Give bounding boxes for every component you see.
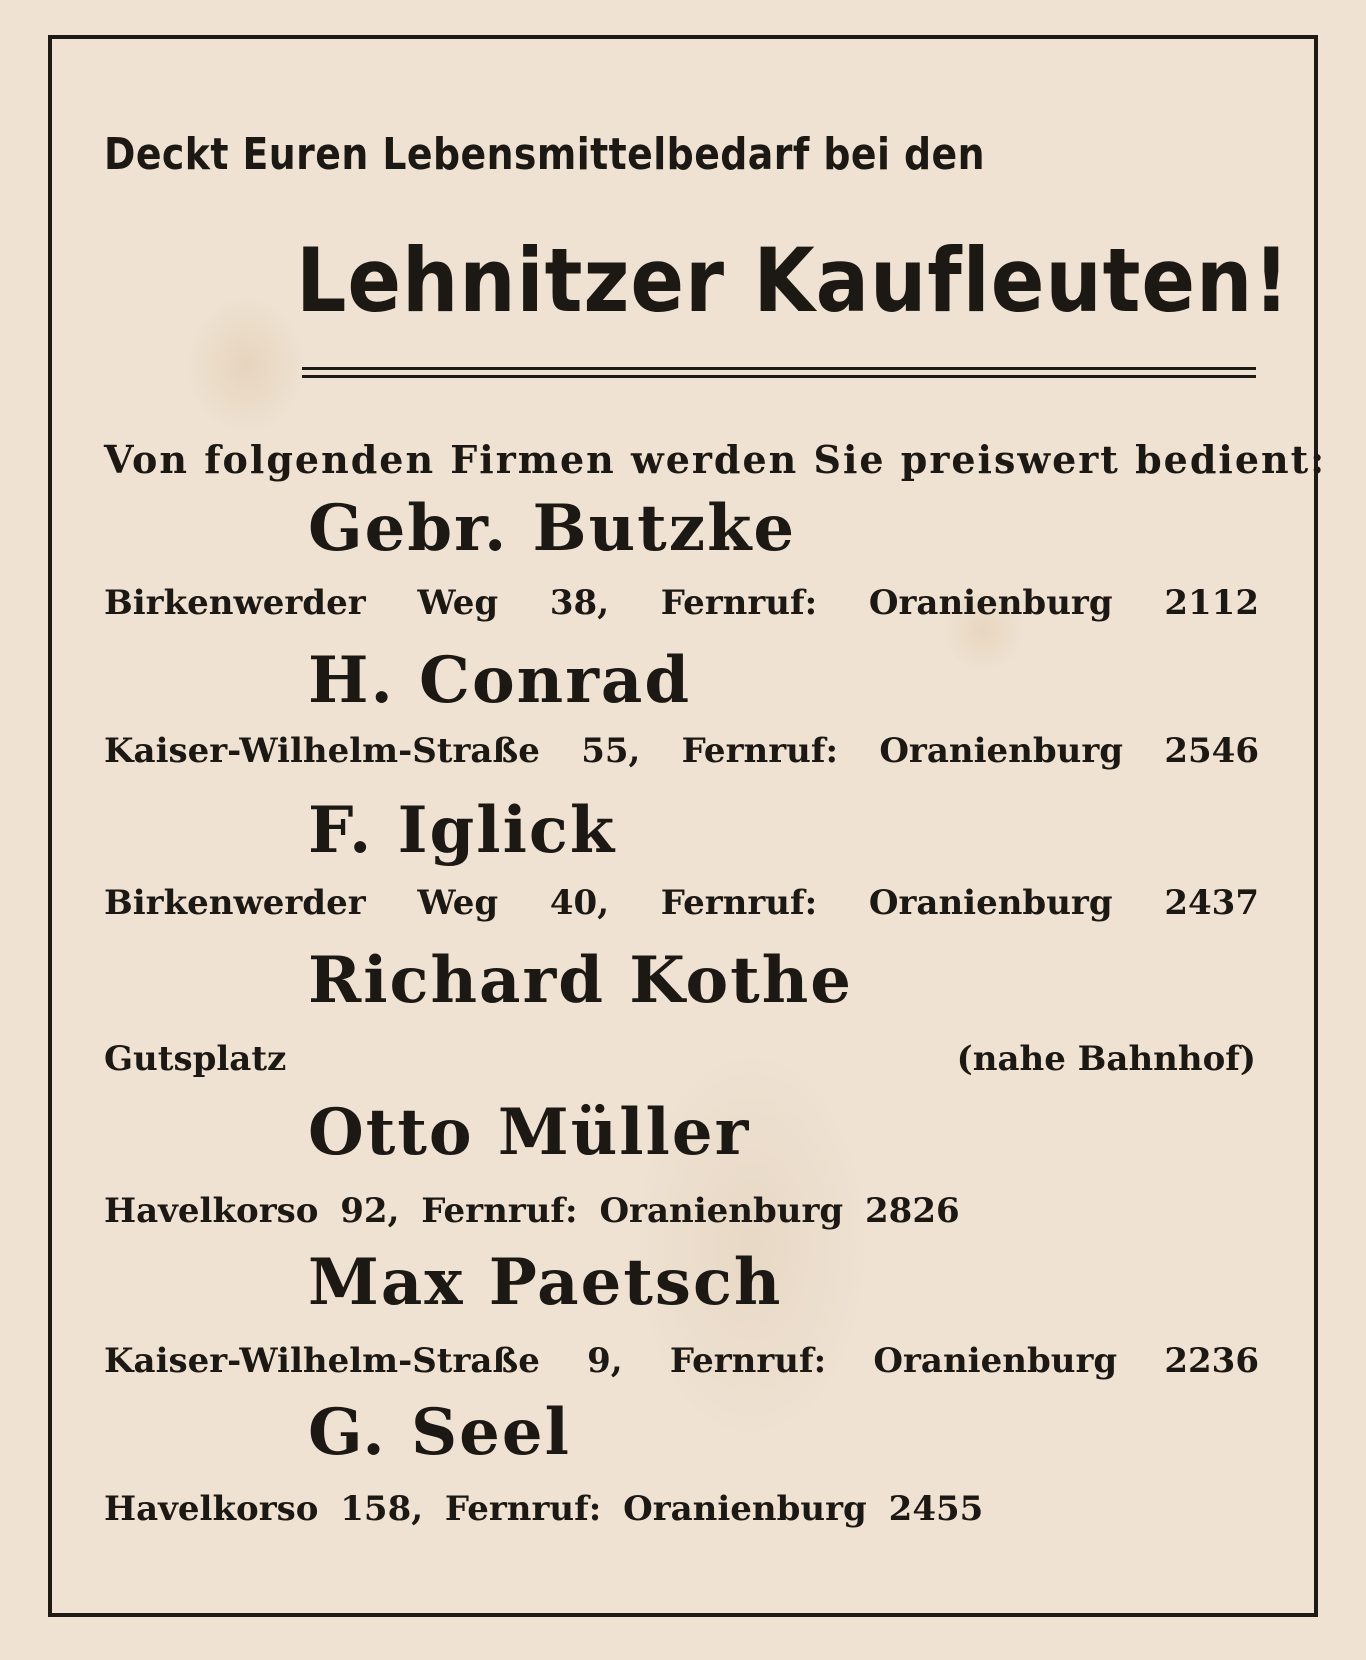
double-rule-bottom (302, 375, 1256, 378)
firm-name-iglick: F. Iglick (308, 793, 617, 868)
intro-line: Von folgenden Firmen werden Sie preiswert bedient: (104, 437, 1327, 482)
firm-name-conrad: H. Conrad (308, 643, 692, 718)
firm-name-paetsch: Max Paetsch (308, 1245, 783, 1320)
firm-address-conrad: Kaiser-Wilhelm-Straße 55, Fernruf: Oranienburg 2546 (104, 731, 1259, 771)
headline: Deckt Euren Lebensmittelbedarf bei den (104, 129, 985, 180)
firm-address-iglick: Birkenwerder Weg 40, Fernruf: Oranienburg 2437 (104, 883, 1259, 923)
title: Lehnitzer Kaufleuten! (296, 229, 1291, 332)
firm-address-seel: Havelkorso 158, Fernruf: Oranienburg 2455 (104, 1489, 984, 1529)
firm-address-mueller: Havelkorso 92, Fernruf: Oranienburg 2826 (104, 1191, 960, 1231)
firm-address-paetsch: Kaiser-Wilhelm-Straße 9, Fernruf: Oranienburg 2236 (104, 1341, 1259, 1381)
firm-address-note-kothe: (nahe Bahnhof) (956, 1039, 1256, 1079)
firm-name-seel: G. Seel (308, 1395, 571, 1470)
firm-name-kothe: Richard Kothe (308, 943, 853, 1018)
advertisement-frame (48, 35, 1327, 1617)
firm-address-kothe: Gutsplatz (104, 1039, 287, 1079)
firm-name-butzke: Gebr. Butzke (308, 491, 797, 566)
firm-address-butzke: Birkenwerder Weg 38, Fernruf: Oranienburg 2112 (104, 583, 1259, 623)
firm-name-mueller: Otto Müller (308, 1095, 751, 1170)
double-rule-top (302, 367, 1256, 370)
